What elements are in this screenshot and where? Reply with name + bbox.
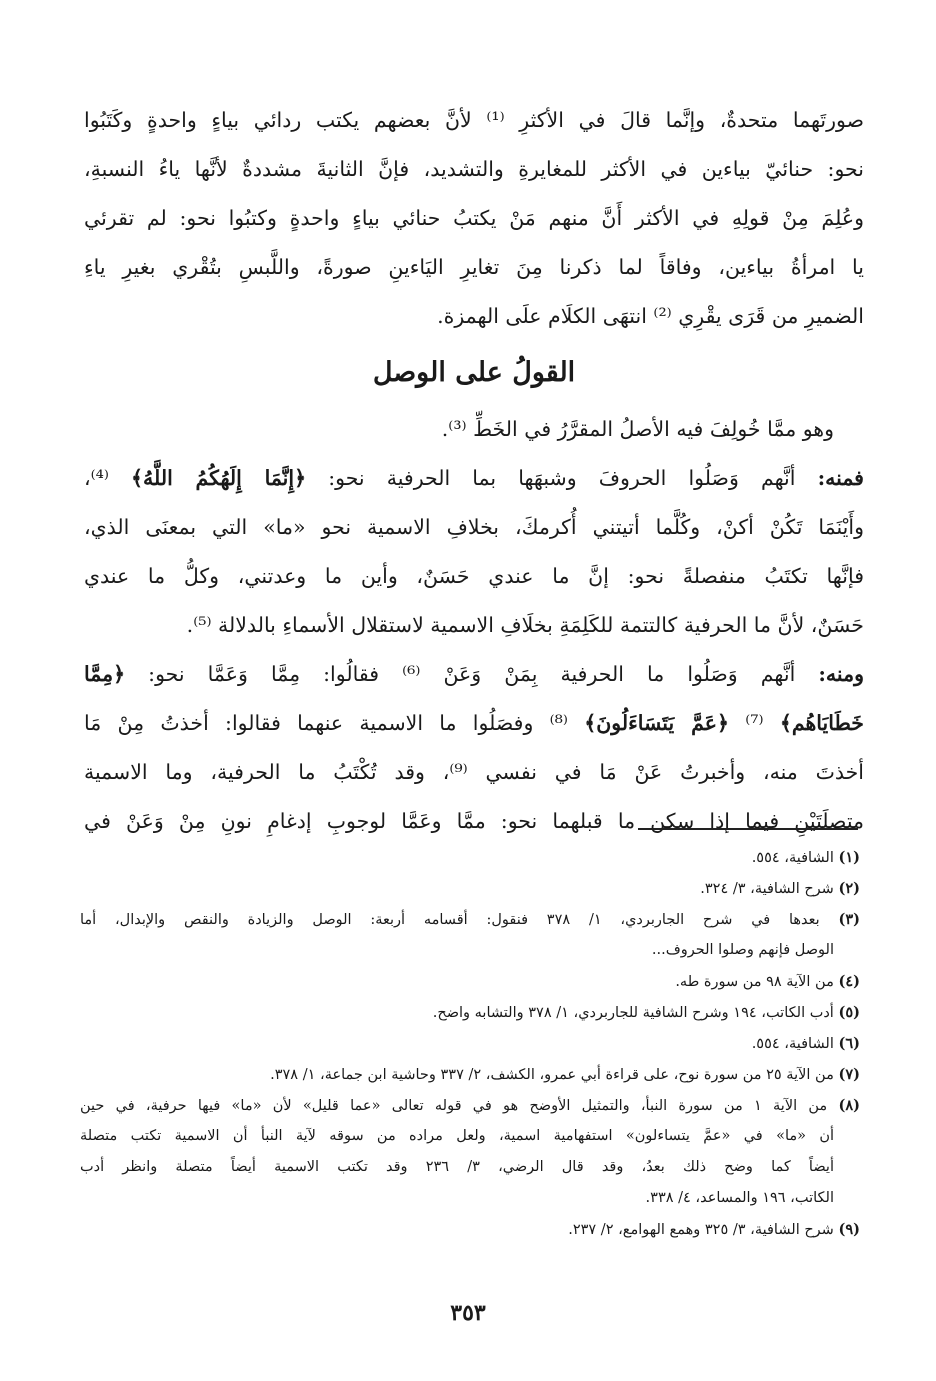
footnote-ref: ⁽⁴⁾،: [84, 466, 109, 490]
paragraph-line: [84, 454, 864, 503]
footnote-text: شرح الشافية، ٣/ ٣٢٥ وهمع الهوامع، ٢/ ٢٣٧.: [568, 1222, 834, 1238]
footnote-continuation: الوصل فإنهم وصلوا الحروف...: [651, 942, 834, 958]
paragraph-line: فإنَّها تكتَبُ منفصلةً نحو: إنَّ ما عندي حَسَنٌ، وأين ما وعدتني، وكلُّ ما عندي: [84, 564, 864, 588]
body-line: وعُلِمَ مِنْ قولِهِ في الأكثر أَنَّ منهم مَنْ يكتبُ حنائي بياءٍ واحدةٍ وكتبُوا نحو: لم تقرئي: [84, 206, 864, 230]
quran-quote: ﴿إِنَّمَا إِلَهُكُمُ اللَّهُ﴾: [131, 466, 307, 490]
quran-quote: ﴿عَمَّ يَتَسَاءَلُونَ﴾: [584, 711, 729, 735]
quran-quote: ﴿مِمَّا: [84, 662, 126, 686]
footnote: [80, 1214, 860, 1245]
paragraph-text: ⁽⁸⁾ وفصَلُوا ما الاسمية عنهما فقالوا: أخذتُ مِنْ مَا: [84, 711, 568, 735]
paragraph-line: حَسَنٌ، لأنَّ ما الحرفية كالتتمة للكَلِمَةِ بخلَافِ الاسمية لاستقلال الأسماءِ بالدلالة ⁽⁵⁾.: [186, 613, 864, 637]
quran-quote: خَطَايَاهُم﴾: [779, 711, 864, 735]
paragraph-text: أنَّهم وَصَلُوا الحروفَ وشبهَها بما الحرفية نحو:: [328, 466, 796, 490]
footnotes: [80, 842, 860, 1245]
paragraph-line: متصلَتَيْنِ فيما إذا سكن ما قبلهما نحو: ممَّا وعَمَّا لوجوبِ إدغامِ نونِ مِنْ وَعَنْ في: [84, 809, 864, 833]
footnote: [80, 842, 860, 873]
main-text: [84, 96, 864, 846]
paragraph-line: [84, 699, 864, 748]
footnote: [80, 873, 860, 904]
paragraph-lead: فمنه:: [817, 466, 864, 490]
footnote-continuation: أيضاً كما وضح ذلك بعدُ، وقد قال الرضي، ٣/ ٢٣٦ وقد تكتب الاسمية أيضاً متصلة وانظر أدب: [80, 1159, 834, 1175]
section-heading: القولُ على الوصل: [372, 357, 576, 388]
page-number: ٣٥٣: [450, 1300, 486, 1326]
footnote-text: أدب الكاتب، ١٩٤ وشرح الشافية للجاربردي، ١/ ٣٧٨ والتشابه واضح.: [432, 1005, 834, 1021]
body-line: نحو: حنائيّ بياءين في الأكثر للمغايرةِ والتشديد، فإنَّ الثانيةَ مشددةٌ لأنَّها ياءُ النسبةِ،: [84, 157, 864, 181]
footnote: [80, 1059, 860, 1090]
footnote-number: (٦): [838, 1035, 860, 1052]
body-line: يا امرأةُ بياءين، وفاقاً لما ذكرنا مِنَ تغايرِ اليَاءينِ صورةً، واللَّبسِ بتُقْري بغيرِ ياءِ: [84, 255, 864, 279]
footnote-text: من الآية ٩٨ من سورة طه.: [675, 974, 834, 990]
paragraph-lead: ومنه:: [818, 662, 864, 686]
footnote-separator: [638, 828, 858, 830]
body-line: صورتَهما متحدةٌ، وإنَّما قالَ في الأكثرِ ⁽¹⁾ لأنَّ بعضهم يكتب ردائي بياءٍ واحدةٍ وكَتَبُوا: [84, 108, 864, 132]
footnote: [80, 1028, 860, 1059]
footnote-number: (٥): [838, 1004, 860, 1021]
footnote: [80, 904, 860, 935]
footnote-ref: ⁽⁷⁾: [745, 711, 764, 735]
footnote-text: من الآية ١ من سورة النبأ، والتمثيل الأوضح هو في قوله تعالى «عما قليل» لأن «ما» فيها حرفية، في حين: [80, 1098, 828, 1114]
footnote-number: (٤): [838, 973, 860, 990]
footnote-text: الشافية، ٥٥٤.: [751, 1036, 834, 1052]
body-line: الضميرِ من قَرَى يقْرِي ⁽²⁾ انتهَى الكلَام علَى الهمزة.: [437, 304, 864, 328]
footnote-number: (١): [838, 849, 860, 866]
footnote: [80, 997, 860, 1028]
footnote-number: (٩): [838, 1221, 860, 1238]
section-intro: وهو ممَّا خُولِفَ فيه الأصلُ المقرَّرُ في الخَطِّ ⁽³⁾.: [441, 417, 834, 441]
footnote-number: (٧): [838, 1066, 860, 1083]
footnote-continuation: أن «ما» في «عمَّ يتساءلون» استفهامية اسمية، ولعل مراده من سوقه لآية النبأ أن الاسمية تكتب متصلة: [80, 1128, 834, 1144]
paragraph-text: أنَّهم وَصَلُوا ما الحرفية بِمَنْ وَعَنْ ⁽⁶⁾ فقالُوا: مِمَّا وَعَمَّا نحو:: [148, 662, 796, 686]
footnote-text: بعدها في شرح الجاربردي، ١/ ٣٧٨ فنقول: أقسامه أربعة: الوصل والزيادة والنقص والإبدال، أما: [80, 912, 820, 928]
paragraph-line: أخذتَ منه، وأخبرتُ عَنْ مَا في نفسي ⁽⁹⁾، وقد تُكْتَبُ ما الحرفية، وما الاسمية: [84, 760, 864, 784]
footnote: [80, 1090, 860, 1121]
footnote-text: شرح الشافية، ٣/ ٣٢٤.: [700, 881, 834, 897]
paragraph-line: [84, 650, 864, 699]
footnote-number: (٣): [838, 911, 860, 928]
footnote-number: (٢): [838, 880, 860, 897]
footnote: [80, 966, 860, 997]
footnote-text: الشافية، ٥٥٤.: [751, 850, 834, 866]
footnote-number: (٨): [838, 1097, 860, 1114]
paragraph-line: وأَيْنَمَا تَكُنْ أكنْ، وكُلَّما أتيتني أُكرمكَ، بخلافِ الاسمية نحو «ما» التي بمعنَى الذي،: [84, 515, 864, 539]
footnote-text: من الآية ٢٥ من سورة نوح، على قراءة أبي عمرو، الكشف، ٢/ ٣٣٧ وحاشية ابن جماعة، ١/ ٣٧٨.: [270, 1067, 834, 1083]
footnote-continuation: الكاتب، ١٩٦ والمساعد، ٤/ ٣٣٨.: [645, 1190, 834, 1206]
